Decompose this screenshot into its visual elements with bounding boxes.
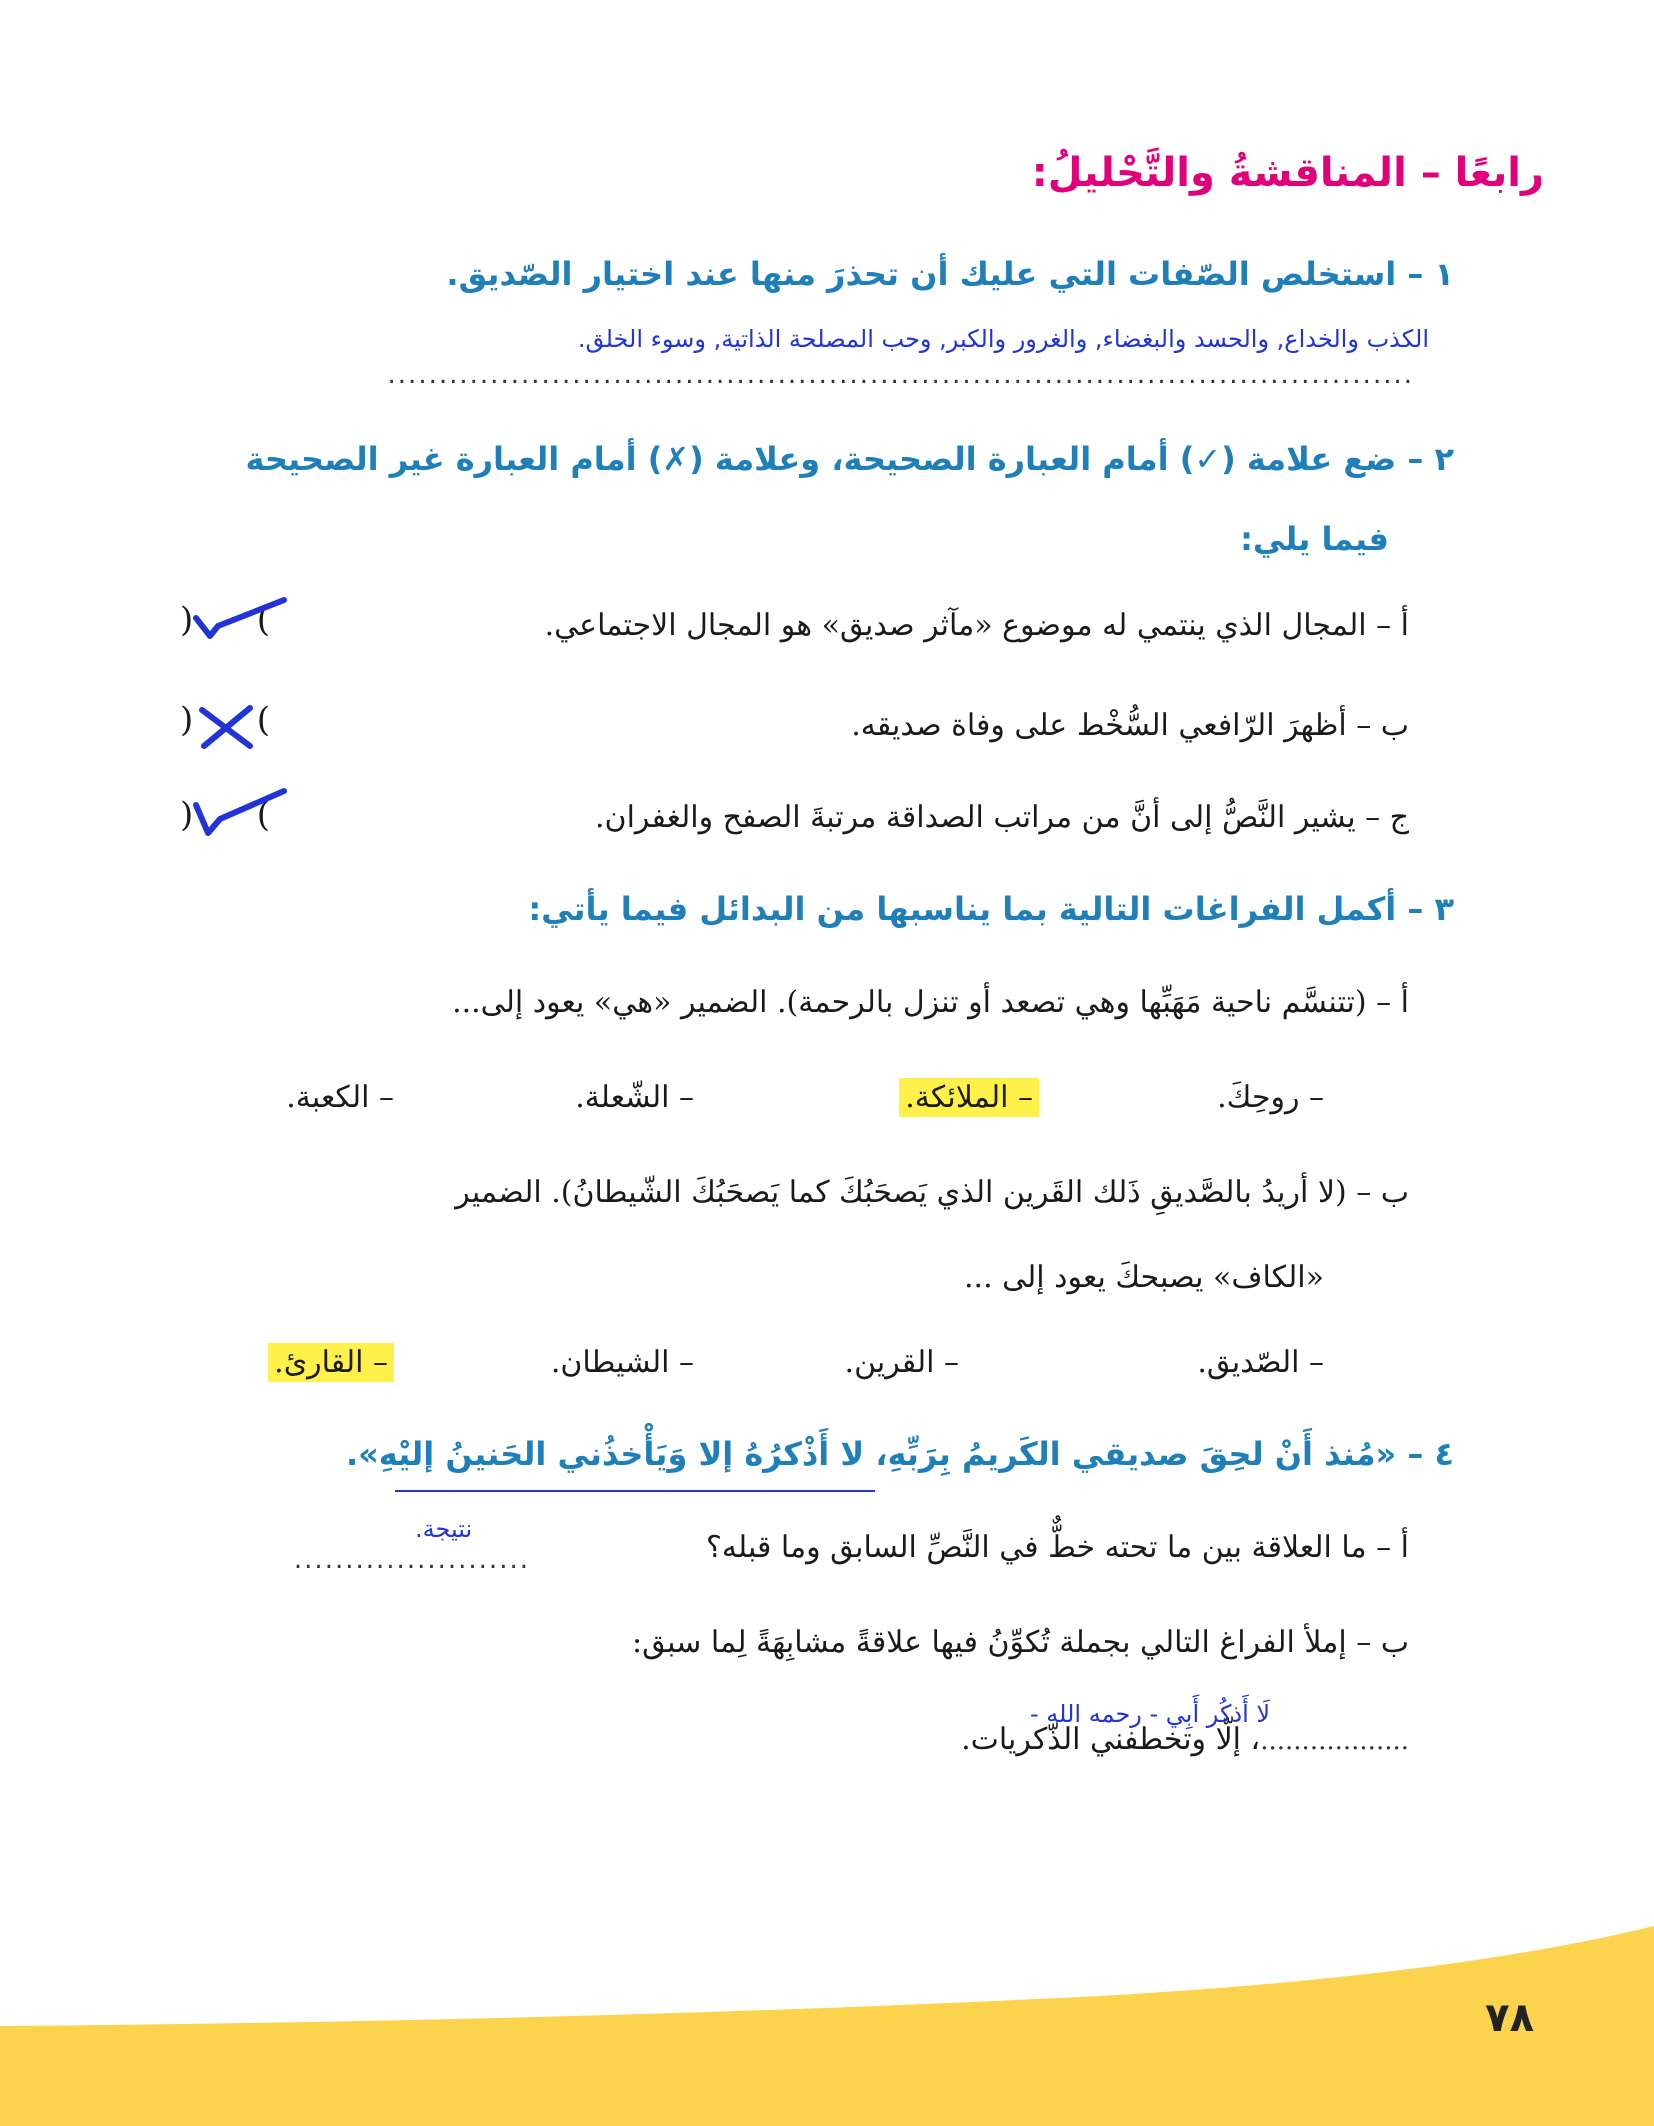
q3a-statement: (تتنسَّم ناحية مَهَبِّها وهي تصعد أو تنزل بالرحمة). الضمير «هي» يعود إلى...: [452, 985, 1367, 1020]
q2-item-c-text: يشير النَّصُّ إلى أنَّ من مراتب الصداقة مرتبةَ الصفح والغفران.: [595, 800, 1356, 835]
q3-text: أكمل الفراغات التالية بما يناسبها من البدائل فيما يأتي:: [528, 890, 1397, 928]
q3a-option-2[interactable]: [899, 1080, 1039, 1115]
q4-quote: «مُنذ أَنْ لحِقَ صديقي الكَريمُ بِرَبِّهِ، لا أَذْكرُهُ إلا وَيَأْخذُني الحَنينُ إليْهِ».: [345, 1435, 1397, 1473]
q4b-sentence-end: ، إلّا وتخطفني الذّكريات.: [961, 1722, 1261, 1757]
q4a-answer-line[interactable]: .......................: [293, 1545, 530, 1575]
q4b-handwritten-answer: لَا أَذكُر أَبِي - رحمه الله -: [1030, 1700, 1271, 1728]
q3b-letter: ب –: [1356, 1175, 1409, 1210]
q1-number: ١ –: [1407, 255, 1454, 293]
q3b-option-4-highlight: – القارئ.: [268, 1343, 394, 1382]
section-title: رابعًا – المناقشةُ والتَّحْليلُ:: [1031, 150, 1544, 196]
q3a-option-3[interactable]: – الشّعلة.: [575, 1080, 694, 1115]
q3b-option-1[interactable]: – الصّديق.: [1197, 1345, 1324, 1380]
q3b-statement: (لا أريدُ بالصَّديقِ ذَلك القَرين الذي يَصحَبُكَ كما يَصحَبُكَ الشّيطانُ). الضمير: [455, 1175, 1347, 1210]
q3b-option-3[interactable]: – الشيطان.: [550, 1345, 694, 1380]
q2-item-a: [545, 608, 1409, 643]
q4b-instruction: إملأ الفراغ التالي بجملة تُكوِّنُ فيها علاقةً مشابِهَةً لِما سبق:: [632, 1625, 1347, 1660]
q2-item-b-letter: ب –: [1356, 708, 1409, 743]
q4b-blank[interactable]: ..................: [1260, 1726, 1409, 1756]
q3a-text: [452, 985, 1409, 1020]
q2-item-a-mark-box[interactable]: ( ): [180, 600, 270, 650]
q4a-question: ما العلاقة بين ما تحته خطٌّ في النَّصِّ السابق وما قبله؟: [706, 1530, 1367, 1565]
q3b-option-2[interactable]: – القرين.: [844, 1345, 959, 1380]
q2-text: ضع علامة (✓) أمام العبارة الصحيحة، وعلامة (✗) أمام العبارة غير الصحيحة: [245, 440, 1397, 478]
q3b-text: [455, 1175, 1409, 1210]
q1-heading: [446, 255, 1454, 293]
q4a-letter: أ –: [1376, 1530, 1409, 1565]
q2-item-c-mark-box[interactable]: ( ): [180, 795, 270, 845]
q2-item-a-letter: أ –: [1376, 608, 1409, 643]
q2-heading-line2: فيما يلي:: [1240, 520, 1389, 558]
q4-number: ٤ –: [1407, 1435, 1454, 1473]
q3-number: ٣ –: [1407, 890, 1454, 928]
q4a-handwritten-answer: نتيجة.: [415, 1515, 473, 1543]
q4b-text: [632, 1625, 1409, 1660]
q2-item-b: [851, 708, 1409, 743]
q3a-option-4[interactable]: – الكعبة.: [286, 1080, 394, 1115]
q2-heading: [246, 440, 1454, 478]
q4b-letter: ب –: [1356, 1625, 1409, 1660]
check-mark-icon: [188, 590, 298, 650]
q3-heading: [528, 890, 1454, 928]
q1-answer: الكذب والخداع, والحسد والبغضاء, والغرور والكبر, وحب المصلحة الذاتية, وسوء الخلق.: [577, 325, 1429, 353]
q2-number: ٢ –: [1407, 440, 1454, 478]
q3a-option-2-highlight: – الملائكة.: [899, 1078, 1039, 1117]
q1-dotted-line: ....................................................................................................: [387, 360, 1414, 390]
check-mark-icon: [188, 783, 298, 843]
q2-item-a-text: المجال الذي ينتمي له موضوع «مآثر صديق» هو المجال الاجتماعي.: [544, 608, 1367, 643]
q3a-option-1[interactable]: – روحِكَ.: [1217, 1080, 1324, 1115]
page-number: ٧٨: [1485, 1995, 1534, 2041]
q2-item-c-letter: ج –: [1365, 800, 1409, 835]
q3a-letter: أ –: [1376, 985, 1409, 1020]
q3b-text-line2: «الكاف» يصبحكَ يعود إلى ...: [964, 1260, 1324, 1295]
q2-item-b-text: أظهرَ الرّافعي السُّخْط على وفاة صديقه.: [851, 708, 1347, 743]
footer-wave: [0, 1906, 1654, 2126]
q3b-option-4[interactable]: [268, 1345, 394, 1380]
cross-mark-icon: [192, 702, 262, 752]
q4-heading: [346, 1435, 1454, 1473]
q2-item-b-mark-box[interactable]: ( ): [180, 700, 270, 750]
q2-item-c: [595, 800, 1409, 835]
q4-underline: [395, 1490, 875, 1492]
q1-text: استخلص الصّفات التي عليك أن تحذرَ منها عند اختيار الصّديق.: [446, 255, 1397, 293]
q4a-text: [706, 1530, 1409, 1565]
